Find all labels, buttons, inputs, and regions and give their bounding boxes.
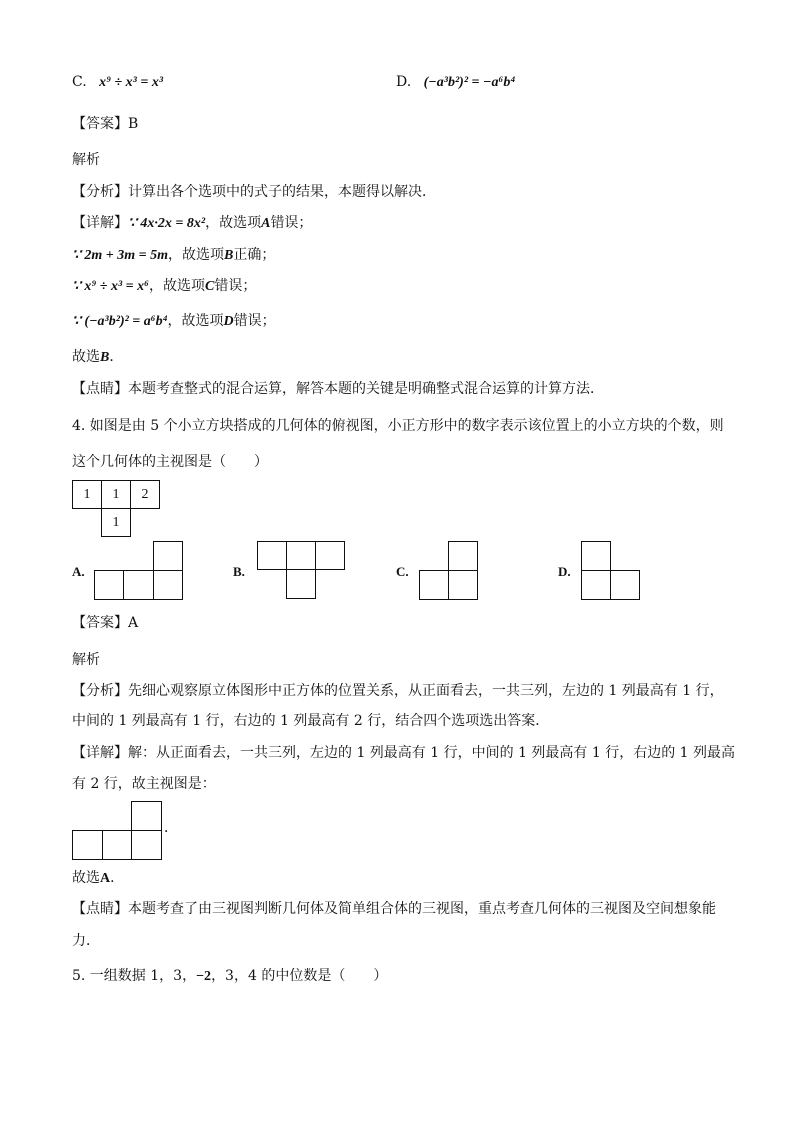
choose-text: 故选 [72, 870, 100, 886]
q5-stem-suffix: ，3，4 的中位数是（ ） [211, 968, 388, 984]
q3-answer: 【答案】B [72, 116, 139, 132]
option-c-expression: x⁹ ÷ x³ = x³ [99, 75, 164, 90]
q4-answer: 【答案】A [72, 615, 139, 631]
choice-b-label: B. [233, 564, 245, 579]
choice-b-square [257, 541, 287, 570]
q4-stem-line-2: 这个几何体的主视图是（ ） [72, 454, 268, 470]
choose-letter: A [100, 871, 111, 886]
step-1-letter: A [261, 216, 271, 231]
step-1-expression: ∵ 4x·2x = 8x² [128, 216, 206, 231]
q4-fenxi-line-2: 中间的 1 列最高有 1 行，右边的 1 列最高有 2 行，结合四个选项选出答案． [72, 713, 550, 729]
step-1-text: ，故选项 [205, 215, 262, 231]
step-2-end: 正确； [233, 247, 276, 263]
step-4-letter: D [223, 314, 234, 329]
choice-a-square [153, 570, 183, 600]
figure-period: ． [164, 820, 178, 836]
q4-fenxi-line-1: 【分析】先细心观察原立体图形中正方体的位置关系，从正面看去，一共三列，左边的 1 列最高有 1 行， [72, 683, 724, 699]
option-d-letter: D. [396, 74, 412, 90]
q3-choose [72, 347, 123, 368]
q3-detail-step-3 [72, 276, 256, 297]
step-1-end: 错误； [270, 215, 313, 231]
q5-stem [72, 966, 387, 987]
q4-detail-line-2: 有 2 行，故主视图是： [72, 776, 216, 792]
choose-end: ． [109, 349, 124, 365]
choice-b-square [286, 541, 316, 570]
choice-a-square [123, 570, 154, 600]
step-3-end: 错误； [214, 278, 257, 294]
q3-analysis-heading: 解析 [72, 152, 100, 168]
step-2-letter: B [224, 248, 234, 263]
front-view-square [72, 830, 103, 860]
choice-b-square [286, 569, 316, 599]
choice-d-square [581, 570, 611, 600]
choice-a-label: A. [72, 564, 85, 579]
q4-analysis-heading: 解析 [72, 652, 100, 668]
option-c [72, 72, 163, 93]
step-3-expression: ∵ x⁹ ÷ x³ = x⁶ [72, 279, 149, 294]
q5-stem-prefix: 5. 一组数据 1，3， [72, 968, 197, 984]
q4-stem-line-1: 4. 如图是由 5 个小立方块搭成的几何体的俯视图，小正方形中的数字表示该位置上的小立方块的个数，则 [72, 418, 724, 434]
choice-c-square [448, 541, 478, 571]
choose-end: ． [110, 870, 125, 886]
q5-stem-negative: −2 [196, 969, 212, 984]
step-3-text: ，故选项 [149, 278, 205, 294]
choice-a-square [153, 541, 183, 571]
option-d-expression: (−a³b²)² = −a⁶b⁴ [423, 75, 516, 90]
step-4-expression: ∵ (−a³b²)² = a⁶b⁴ [72, 314, 168, 329]
step-4-text: ，故选项 [167, 313, 224, 329]
step-2-text: ，故选项 [168, 247, 225, 263]
option-c-letter: C. [72, 74, 87, 90]
q4-dianjing-line-2: 力． [72, 933, 100, 949]
choice-b-square [315, 541, 345, 570]
top-view-cell: 1 [101, 480, 131, 509]
choice-c-square [419, 570, 449, 600]
q3-detail-step-1 [72, 213, 312, 234]
q4-choose [72, 868, 124, 889]
choice-d-square [610, 570, 640, 600]
step-4-end: 错误； [233, 313, 276, 329]
q3-dianjing: 【点睛】本题考查整式的混合运算，解答本题的关键是明确整式混合运算的计算方法． [72, 381, 604, 397]
step-3-letter: C [205, 279, 215, 294]
choose-letter: B [100, 350, 110, 365]
choice-d-label: D. [558, 564, 571, 579]
top-view-cell: 2 [130, 480, 160, 509]
choice-c-label: C. [396, 564, 409, 579]
option-d [396, 72, 515, 93]
q4-detail-line-1: 【详解】解：从正面看去，一共三列，左边的 1 列最高有 1 行，中间的 1 列最高有 1 行，右边的 1 列最高 [72, 745, 736, 761]
front-view-square [131, 830, 162, 860]
q4-dianjing-line-1: 【点睛】本题考查了由三视图判断几何体及简单组合体的三视图，重点考查几何体的三视图及空间想象能 [72, 901, 716, 917]
top-view-cell: 1 [101, 508, 131, 537]
front-view-square [102, 830, 132, 860]
step-2-expression: ∵ 2m + 3m = 5m [72, 248, 169, 263]
choice-d-square [581, 541, 611, 571]
q3-detail-step-2 [72, 245, 275, 266]
q3-fenxi: 【分析】计算出各个选项中的式子的结果，本题得以解决． [72, 184, 436, 200]
front-view-square [131, 801, 162, 831]
choose-text: 故选 [72, 349, 100, 365]
q3-detail-step-4 [72, 311, 276, 332]
choice-a-square [94, 570, 124, 600]
detail-label: 【详解】 [72, 215, 128, 231]
choice-c-square [448, 570, 478, 600]
top-view-cell: 1 [72, 480, 102, 509]
